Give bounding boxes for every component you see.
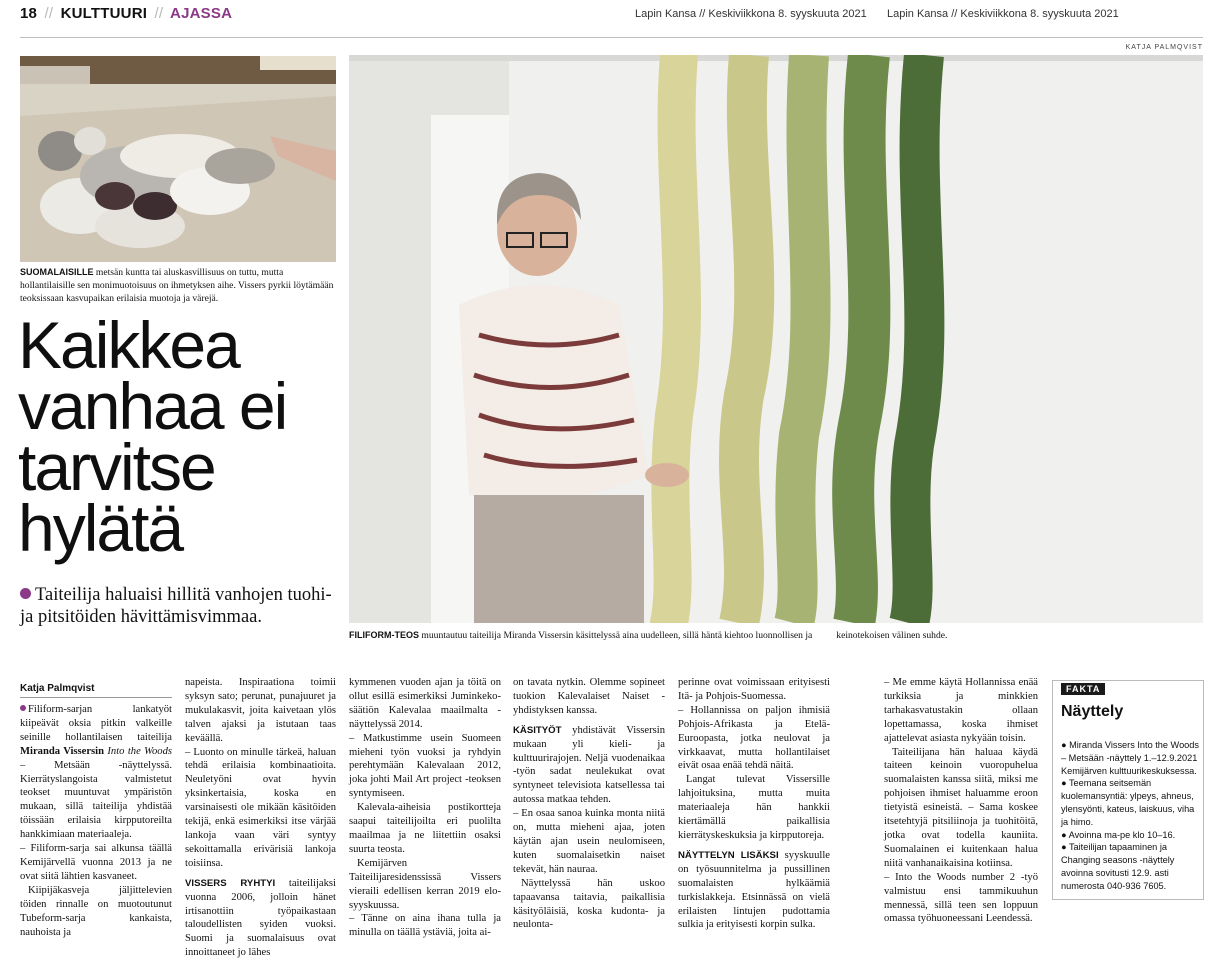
paragraph: – Filiform-sarja sai alkunsa täällä Kemijärvellä vuonna 2013 ja ne ovat siitä lähtien kasvaneet.: [20, 843, 172, 882]
paragraph: – Hollannissa on paljon ihmisiä Pohjois-Afrikasta ja Etelä-Euroopasta, jotka neulovat ja virkkaavat, mutta hollantilaiset eivät osaa enää tehdä näitä.: [678, 704, 830, 772]
page-number: 18: [20, 5, 38, 22]
body-column-6: [884, 676, 1038, 926]
subheading: VISSERS RYHTYI: [185, 877, 276, 889]
bullet-icon: [20, 588, 31, 599]
fakta-tag: FAKTA: [1061, 683, 1105, 695]
fakta-item: ● Miranda Vissers Into the Woods – Metsään -näyttely 1.–12.9.2021 Kemijärven kulttuurikeskuksessa.: [1061, 740, 1199, 776]
paragraph: Kalevala-aiheisia postikortteja saapui taiteilijoilta eri puolilta maailmaa ja ne liitettiin osaksi suurta teosta.: [349, 802, 501, 855]
fakta-box: [1052, 680, 1204, 900]
subheading: NÄYTTELYN LISÄKSI: [678, 849, 779, 861]
paragraph: Filiform-sarjan lankatyöt kiipeävät oksia pitkin valkeille seinille hollantilaisen taiteilija Miranda Vissersin Into the Woods – Metsään -näyttelyssä. Kierrätyslangoista valmistetut teokset muuntuvat ympäristön mukaan, sillä taiteilija yhdistää töissään erilaisia kirpputoreilta hankkimiaan materiaaleja.: [20, 704, 172, 841]
paragraph: KÄSITYÖT yhdistävät Vissersin mukaan yli kieli- ja kulttuurirajojen. Neljä vuodenaikaa -työn sadat neulekukat ovat syntyneet televisiota katsellessa tai autossa matkaa tehden.: [513, 724, 665, 806]
body-column-2: [185, 676, 336, 960]
paragraph: – Matkustimme usein Suomeen mieheni työn vuoksi ja ryhdyin perehtymään Kalevalaan 2012, joka johti Mail Art project -teoksen syntymiseen.: [349, 732, 501, 800]
headline-line: hylätä: [18, 491, 183, 565]
photo-textile-illustration: [20, 56, 336, 262]
body-column-1: [20, 703, 172, 939]
subsection-name: AJASSA: [170, 5, 233, 22]
caption-text: muuntautuu taiteilija Miranda Vissersin käsittelyssä aina uudelleen, sillä häntä kiehtoo luonnollisen ja keinotekoisen välinen suhde.: [419, 630, 948, 641]
byline: Katja Palmqvist: [20, 683, 172, 698]
bullet-icon: ●: [1061, 829, 1069, 840]
photo-textile-floor: [20, 56, 336, 262]
paragraph: – En osaa sanoa kuinka monta niitä on, mutta mieheni ajaa, joten käytän ajan usein neulomiseen, kuten suomalaisetkin naiset tekevät, hän nauraa.: [513, 808, 665, 875]
paper-info: Lapin Kansa // Keskiviikkona 8. syyskuuta 2021: [635, 8, 867, 20]
paragraph: Kemijärven Taiteilijaresidenssissä Vissers vieraili edellisen kerran 2019 elo-syyskuussa.: [349, 857, 501, 911]
headline-line: Kaikkea: [18, 308, 239, 382]
paragraph: kymmenen vuoden ajan ja töitä on ollut esillä esimerkiksi Juminkeko-säätiön Kalevalaa maailmalta -näyttelyssä 2014.: [349, 677, 501, 730]
paragraph: – Luonto on minulle tärkeä, haluan tehdä erilaisia kombinaatioita. Neuletyöni ovat hyvin yksinkertaisia, koska en varsinaisesti ole mikään käsitöiden tekijä, enkä esimerkiksi itse värjää lankoja vaan väri syntyy sekoittamalla erivärisiä lankoja toisiinsa.: [185, 746, 336, 869]
fakta-list: [1061, 739, 1199, 893]
paragraph: perinne ovat voimissaan erityisesti Itä- ja Pohjois-Suomessa.: [678, 677, 830, 702]
page-header: [20, 5, 232, 22]
paragraph: Taiteilijana hän haluaa käydä taiteen keinoin vuoropuhelua suomalaisten kanssa siitä, miksi me pohjoisen ihmiset haluamme eroon tietyistä esineistä. – Sama koskee itsetehtyjä pitsiliinoja ja tuohitöitä, jotka ovat todella kauniita. Suomalainen ei kuitenkaan halua niitä vanhanaikaisina kotiinsa.: [884, 746, 1038, 869]
bullet-icon: ●: [1061, 778, 1069, 789]
paper-info: Lapin Kansa // Keskiviikkona 8. syyskuuta 2021: [887, 8, 1119, 20]
header-rule: [20, 37, 1203, 38]
subheading: KÄSITYÖT: [513, 724, 562, 736]
paragraph: napeista. Inspiraationa toimii syksyn sato; perunat, punajuuret ja mukulakasvit, joita kaivetaan ylös talven ajaksi ja istutaan taas keväällä.: [185, 677, 336, 744]
separator: //: [154, 5, 164, 22]
ingress-text: Taiteilija haluaisi hillitä vanhojen tuohi- ja pitsitöiden hävittämisvimmaa.: [20, 585, 332, 627]
headline-line: vanhaa ei: [18, 369, 287, 443]
fakta-item: ● Teemana seitsemän kuolemansyntiä: ylpeys, ahneus, ylensyönti, kateus, laiskuus, viha ja himo.: [1061, 778, 1195, 827]
ingress: [20, 584, 338, 628]
paragraph: – Me emme käytä Hollannissa enää turkiksia ja minkkien tarhakasvatustakin ollaan lopettamassa, koska ihmiset ajattelevat asiasta nykyään toisin.: [884, 677, 1038, 744]
caption-lead: SUOMALAISILLE: [20, 267, 94, 277]
exhibition-title: Into the Woods: [107, 745, 172, 757]
artist-name: Miranda Vissersin: [20, 745, 105, 757]
paragraph: NÄYTTELYN LISÄKSI syyskuulle on työsuunnitelma ja pussillinen suomalaisten hylkäämiä turkislakkeja. Etsinnässä on vielä erilaisten lintujen pudottamia sulkia ja erityisesti korpin sulka.: [678, 849, 830, 931]
fakta-title: Näyttely: [1061, 703, 1124, 720]
body-column-4: [513, 676, 665, 932]
headline: [18, 308, 338, 565]
photo-artist-portrait: [349, 55, 1203, 623]
body-column-5: [678, 676, 830, 932]
section-name: KULTTUURI: [60, 5, 148, 22]
paragraph: Kiipijäkasveja jäljittelevien töiden rinnalle on muotoutunut Tubeform-sarja kankaista, nauhoista ja: [20, 884, 172, 938]
small-photo-caption: [20, 266, 336, 305]
paragraph: VISSERS RYHTYI taiteilijaksi vuonna 2006, jolloin hänet irtisanottiin työpaikastaan taloudellisten syiden vuoksi. Suomi ja suomalaisuus ovat innoittaneet jo lähes: [185, 877, 336, 959]
paragraph: Näyttelyssä hän uskoo tapaavansa taitavia, paikallisia käsityöläisiä, koska kudonta- ja neulonta-: [513, 877, 665, 931]
body-column-3: [349, 676, 501, 940]
photo-artist-illustration: [349, 55, 1203, 623]
fakta-item: ● Taiteilijan tapaaminen ja Changing seasons -näyttely avoinna sovitusti 12.9. asti numerosta 040-936 7605.: [1061, 842, 1175, 891]
fakta-item: ● Avoinna ma-pe klo 10–16.: [1061, 829, 1176, 840]
paragraph: on tavata nytkin. Olemme sopineet tuokion Kalevalaiset Naiset -yhdistyksen kanssa.: [513, 677, 665, 716]
caption-lead: FILIFORM-TEOS: [349, 630, 419, 640]
paragraph: Langat tulevat Vissersille lahjoituksina, mutta muita materiaaleja hän hankkii kiertämällä paikallisia kierrätyskeskuksia ja kirpputoreja.: [678, 774, 830, 841]
bullet-icon: ●: [1061, 842, 1069, 853]
paragraph: – Into the Woods number 2 -työ valmistuu ensi tammikuuhun mennessä, sillä teen sen loppuun omassa työhuoneessani Leendessä.: [884, 871, 1038, 925]
headline-line: tarvitse: [18, 430, 215, 504]
bullet-icon: ●: [1061, 740, 1070, 750]
big-photo-caption: [349, 629, 1203, 642]
paragraph: – Tänne on aina ihana tulla ja minulla on täällä ystäviä, joita ai-: [349, 913, 501, 939]
bullet-icon: [20, 705, 26, 711]
photo-credit: KATJA PALMQVIST: [1125, 44, 1203, 51]
separator: //: [44, 5, 54, 22]
caption-text: metsän kuntta tai aluskasvillisuus on tuttu, mutta hollantilaisille sen monimuotoisuus on ihmetyksen aihe. Vissers pyrkii löytämään teoksissaan kasvupaikan erilaisia muotoja ja värejä.: [20, 267, 334, 304]
